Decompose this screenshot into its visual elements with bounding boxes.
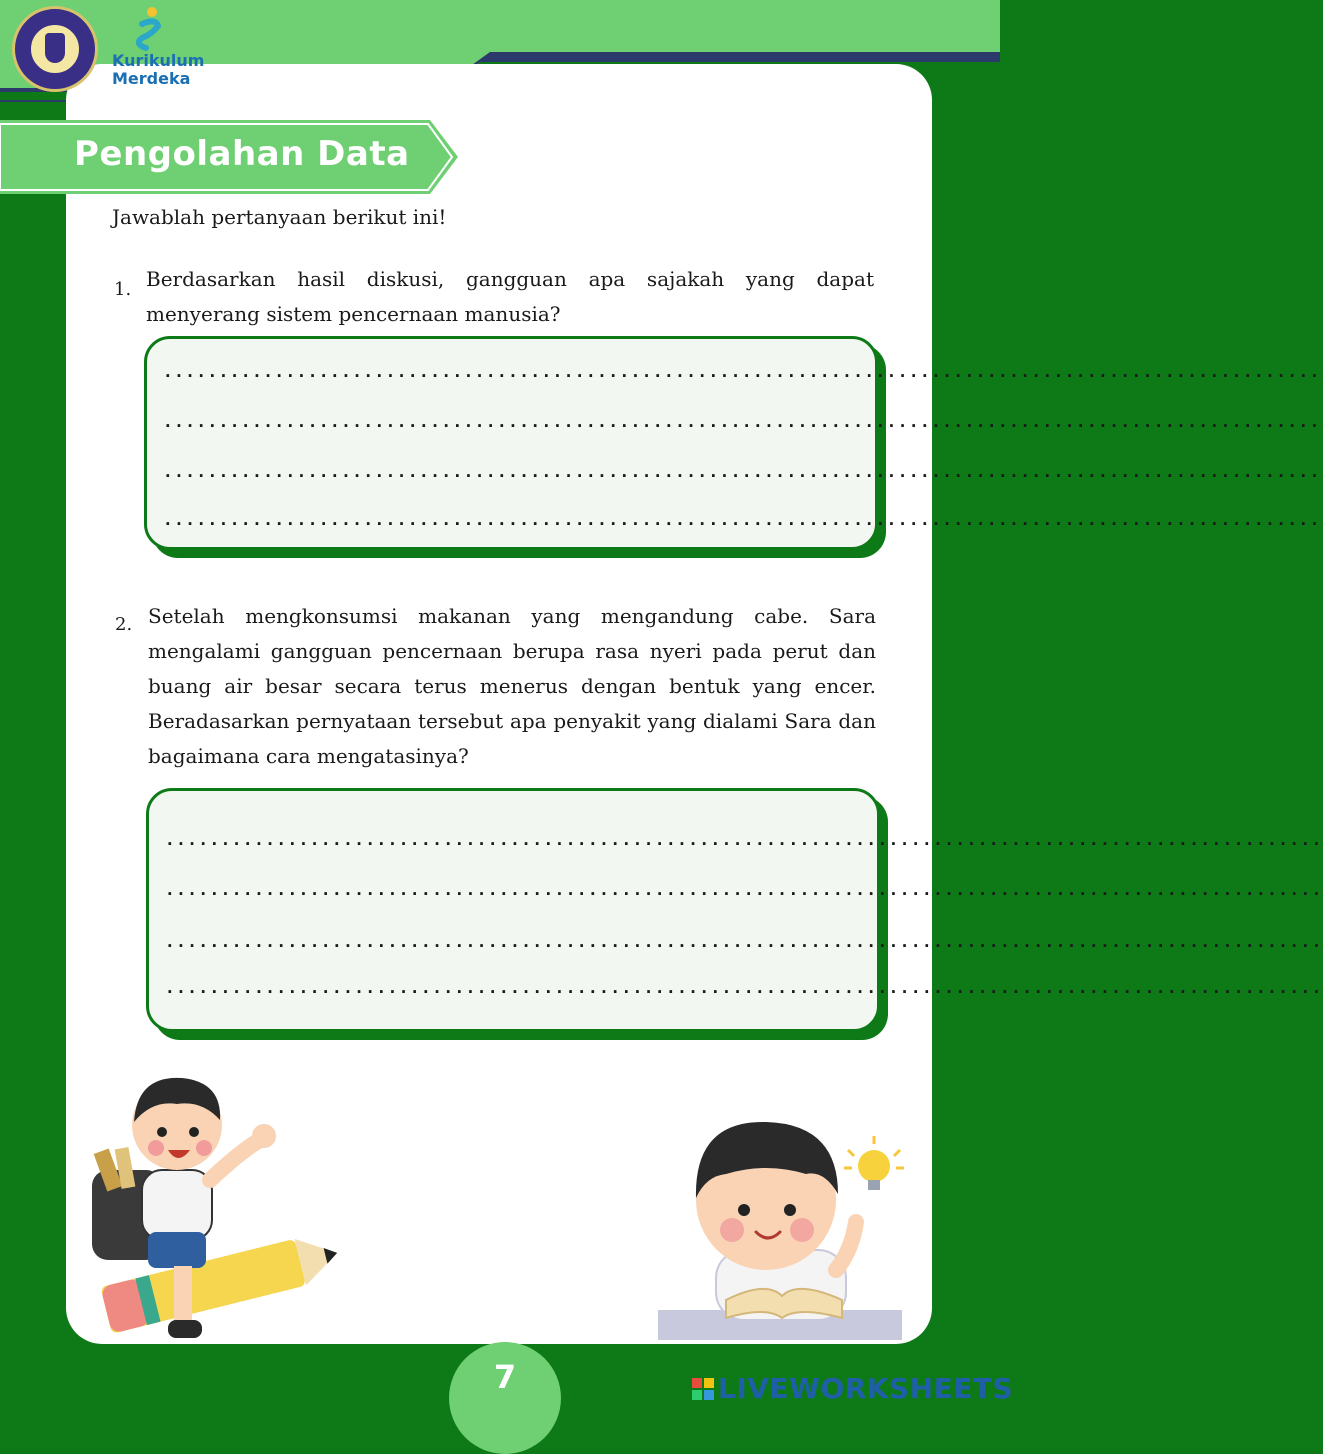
liveworksheets-brand[interactable]: LIVEWORKSHEETS [718,1372,1014,1405]
page-number: 7 [493,1358,517,1396]
question-2-number: 2. [115,614,133,635]
answer-line[interactable]: ........................................................................................................ [165,880,1323,899]
question-1-number: 1. [114,279,132,300]
liveworksheets-icon [692,1378,714,1400]
answer-line[interactable]: ........................................................................................................ [163,362,1321,381]
answer-line[interactable]: ........................................................................................................ [163,412,1321,431]
answer-line[interactable]: ........................................................................................................ [165,932,1323,951]
question-2-text: Setelah mengkonsumsi makanan yang mengandung cabe. Sara mengalami gangguan pencernaan berupa rasa nyeri pada perut dan buang air besar secara terus menerus dengan bentuk yang encer. Beradasarkan pernyataan tersebut apa penyakit yang dialami Sara dan bagaimana cara mengatasinya? [148,604,876,768]
question-1-text: Berdasarkan hasil diskusi, gangguan apa sajakah yang dapat menyerang sistem pencernaan manusia? [146,267,874,326]
curriculum-label [112,52,204,88]
answer-line[interactable]: ........................................................................................................ [165,978,1323,997]
boy-riding-pencil-illustration [82,1070,342,1350]
section-title: Pengolahan Data [74,134,410,174]
curriculum-line1: Kurikulum [112,51,205,70]
answer-box-2[interactable] [146,788,1323,1032]
answer-box-1[interactable] [144,336,1321,550]
boy-reading-illustration [656,1110,916,1344]
uny-seal-icon [12,6,98,92]
answer-line[interactable]: ........................................................................................................ [163,510,1321,529]
instruction-text: Jawablah pertanyaan berikut ini! [112,205,447,229]
answer-line[interactable]: ........................................................................................................ [165,830,1323,849]
curriculum-line2: Merdeka [112,69,191,88]
answer-line[interactable]: ........................................................................................................ [163,462,1321,481]
